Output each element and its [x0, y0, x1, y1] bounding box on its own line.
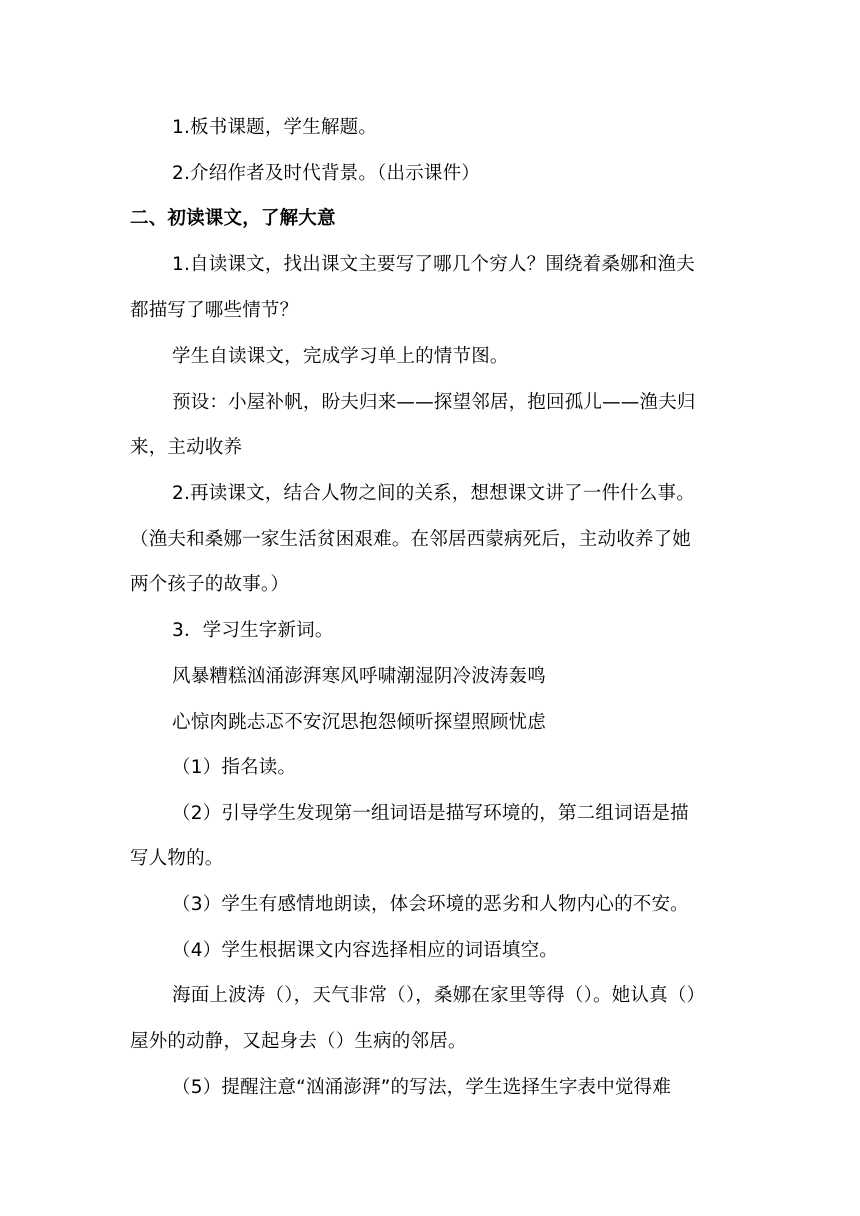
paragraph-line: 海面上波涛（），天气非常（），桑娜在家里等得（）。她认真（） [172, 985, 706, 1006]
list-item: （1）指名读。 [172, 757, 297, 778]
paragraph-line: 1.自读课文，找出课文主要写了哪几个穷人？围绕着桑娜和渔夫 [172, 254, 695, 275]
list-item: （5）提醒注意“汹涌澎湃”的写法，学生选择生字表中觉得难 [172, 1077, 672, 1098]
paragraph-line: 来，主动收养 [130, 437, 243, 458]
word-list-line: 风暴糟糕汹涌澎湃寒风呼啸潮湿阴冷波涛轰鸣 [172, 666, 547, 687]
list-item: （4）学生根据课文内容选择相应的词语填空。 [172, 940, 558, 961]
list-item: （3）学生有感情地朗读，体会环境的恶劣和人物内心的不安。 [172, 894, 689, 915]
section-heading: 二、初读课文，了解大意 [130, 208, 336, 229]
word-list-line: 心惊肉跳忐忑不安沉思抱怨倾听探望照顾忧虑 [172, 712, 547, 733]
paragraph-line: 2.再读课文，结合人物之间的关系，想想课文讲了一件什么事。 [172, 483, 695, 504]
paragraph-line: 1.板书课题，学生解题。 [172, 117, 378, 138]
paragraph-line: 都描写了哪些情节？ [130, 300, 299, 321]
paragraph-line: 屋外的动静，又起身去（）生病的邻居。 [130, 1031, 467, 1052]
paragraph-line: （渔夫和桑娜一家生活贫困艰难。在邻居西蒙病死后，主动收养了她 [130, 529, 692, 550]
paragraph-line: 2.介绍作者及时代背景。（出示课件） [172, 163, 481, 184]
paragraph-line: 学生自读课文，完成学习单上的情节图。 [172, 346, 509, 367]
list-item: （2）引导学生发现第一组词语是描写环境的，第二组词语是描 [172, 803, 689, 824]
paragraph-line: 预设：小屋补帆，盼夫归来——探望邻居，抱回孤儿——渔夫归 [172, 392, 696, 413]
paragraph-line: 两个孩子的故事。） [130, 574, 290, 595]
paragraph-line: 3．学习生字新词。 [172, 620, 334, 641]
list-item: 写人物的。 [130, 848, 224, 869]
